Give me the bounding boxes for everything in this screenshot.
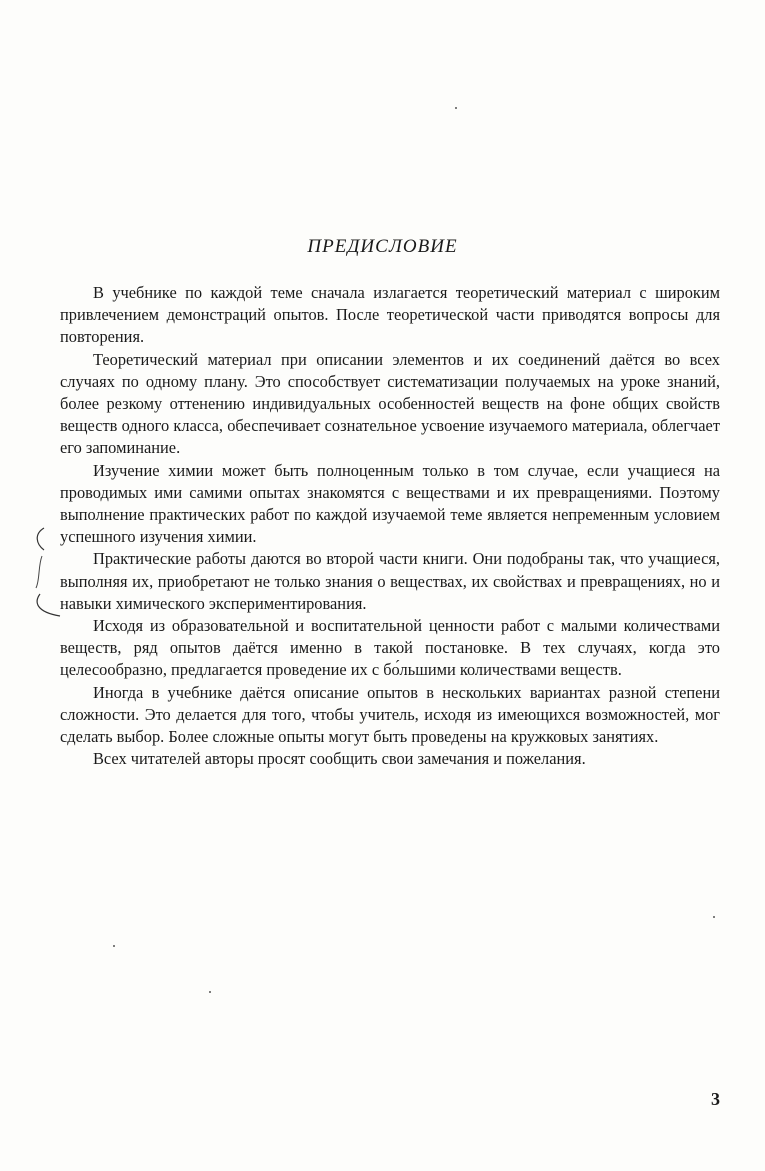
paragraph: Практические работы даются во второй части книги. Они подобраны так, что учащиеся, выполняя их, приобретают не только знания о веществах, их свойствах и превращениях, но и навыки химического экспериментирования. <box>60 549 720 613</box>
paragraph: В учебнике по каждой теме сначала излагается теоретический материал с широким привлечением демонстраций опытов. После теоретической части приводятся вопросы для повторения. <box>60 283 720 347</box>
paragraph: Теоретический материал при описании элементов и их соединений даётся во всех случаях по одному плану. Это способствует систематизации получаемых на уроке знаний, более резкому оттенению индивидуальных особенностей веществ на фоне общих свойств веществ одного класса, обеспечивает сознательное усвоение изучаемого материала, облегчает его запоминание. <box>60 349 720 458</box>
print-speck <box>713 916 715 918</box>
paragraph: Иногда в учебнике даётся описание опытов в нескольких вариантах разной степени сложности. Это делается для того, чтобы учитель, исходя из имеющихся возможностей, мог сделать выбор. Более сложные опыты могут быть проведены на кружковых занятиях. <box>60 682 720 747</box>
handwritten-bracket-mark <box>30 522 64 622</box>
print-speck <box>455 107 457 109</box>
page-title: ПРЕДИСЛОВИЕ <box>307 236 458 257</box>
page-number: 3 <box>711 1089 720 1109</box>
print-speck <box>113 945 115 947</box>
paragraph: Изучение химии может быть полноценным только в том случае, если учащиеся на проводимых ими самими опытах знакомятся с веществами и их превращениями. Поэтому выполнение практических работ по каждой изучаемой теме является непременным условием успешного изучения химии. <box>60 460 720 547</box>
preface-text <box>60 282 720 770</box>
paragraph: Исходя из образовательной и воспитательной ценности работ с малыми количествами веществ, ряд опытов даётся именно в такой постановке. В тех случаях, когда это целесообразно, предлагается проведение их с бо́льшими количествами веществ. <box>60 616 720 680</box>
print-speck <box>209 991 211 993</box>
paragraph: Всех читателей авторы просят сообщить свои замечания и пожелания. <box>93 749 586 769</box>
